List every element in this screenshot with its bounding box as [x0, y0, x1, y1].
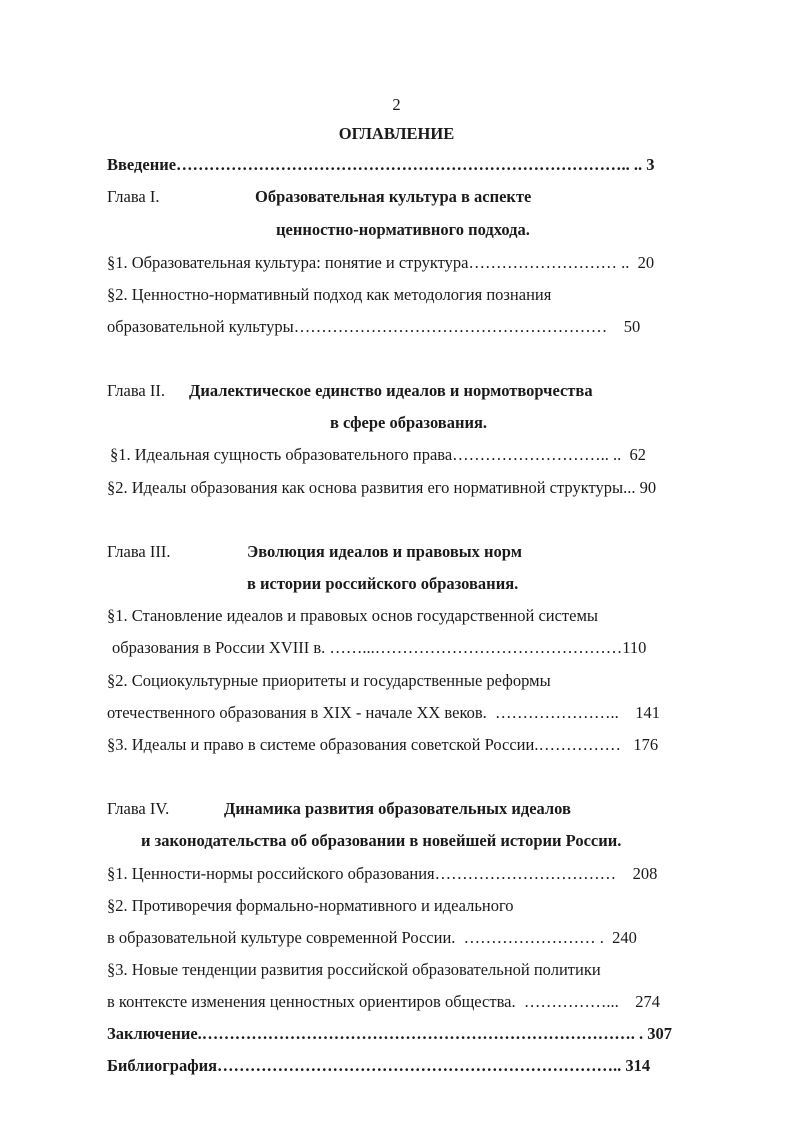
toc-bibliography: Библиография……………………………………………………………….. 314	[107, 1056, 651, 1075]
page-number: 2	[392, 95, 401, 114]
chapter-3-section-1-line-1: §1. Становление идеалов и правовых основ государственной системы	[107, 606, 598, 625]
chapter-2-title-line-1: Диалектическое единство идеалов и нормотворчества	[189, 381, 593, 400]
chapter-3-section-1-line-2: образования в России XVIII в. ……...………………………………………110	[112, 638, 647, 657]
chapter-2-label: Глава II.	[107, 381, 165, 400]
chapter-3-section-2-line-2: отечественного образования в XIX - начале XX веков. ………………….. 141	[107, 703, 661, 722]
chapter-4-title-line-2: и законодательства об образовании в новейшей истории России.	[141, 831, 622, 850]
chapter-4-title-line-1: Динамика развития образовательных идеалов	[224, 799, 571, 818]
chapter-1-label: Глава I.	[107, 187, 160, 206]
chapter-1-section-2-line-2: образовательной культуры………………………………………………… 50	[107, 317, 641, 336]
chapter-2-title-line-2: в сфере образования.	[330, 413, 488, 432]
chapter-4-section-3-line-1: §3. Новые тенденции развития российской образовательной политики	[107, 960, 601, 979]
chapter-4-section-3-line-2: в контексте изменения ценностных ориентиров общества. ……………... 274	[107, 992, 660, 1011]
chapter-3-section-3: §3. Идеалы и право в системе образования советской России.…………… 176	[107, 735, 659, 754]
chapter-2-section-1: §1. Идеальная сущность образовательного права……………………….. .. 62	[110, 445, 647, 464]
toc-title: ОГЛАВЛЕНИЕ	[338, 124, 455, 143]
chapter-4-section-2-line-1: §2. Противоречия формально-нормативного и идеального	[107, 896, 514, 915]
chapter-3-label: Глава III.	[107, 542, 171, 561]
chapter-3-section-2-line-1: §2. Социокультурные приоритеты и государственные реформы	[107, 671, 551, 690]
chapter-4-label: Глава IV.	[107, 799, 170, 818]
toc-intro: Введение……………………………………………………………………….. .. 3	[107, 155, 655, 174]
chapter-3-title-line-2: в истории российского образования.	[247, 574, 519, 593]
chapter-1-section-2-line-1: §2. Ценностно-нормативный подход как методология познания	[107, 285, 552, 304]
chapter-3-title-line-1: Эволюция идеалов и правовых норм	[247, 542, 522, 561]
chapter-4-section-1: §1. Ценности-нормы российского образования…………………………… 208	[107, 864, 658, 883]
chapter-1-section-1: §1. Образовательная культура: понятие и структура……………………… .. 20	[107, 253, 655, 272]
chapter-2-section-2: §2. Идеалы образования как основа развития его нормативной структуры... 90	[107, 478, 657, 497]
toc-conclusion: Заключение.……………………………………………………………………. . 307	[107, 1024, 673, 1043]
chapter-1-title-line-1: Образовательная культура в аспекте	[255, 187, 532, 206]
chapter-4-section-2-line-2: в образовательной культуре современной России. …………………… . 240	[107, 928, 637, 947]
chapter-1-title-line-2: ценностно-нормативного подхода.	[276, 220, 530, 239]
